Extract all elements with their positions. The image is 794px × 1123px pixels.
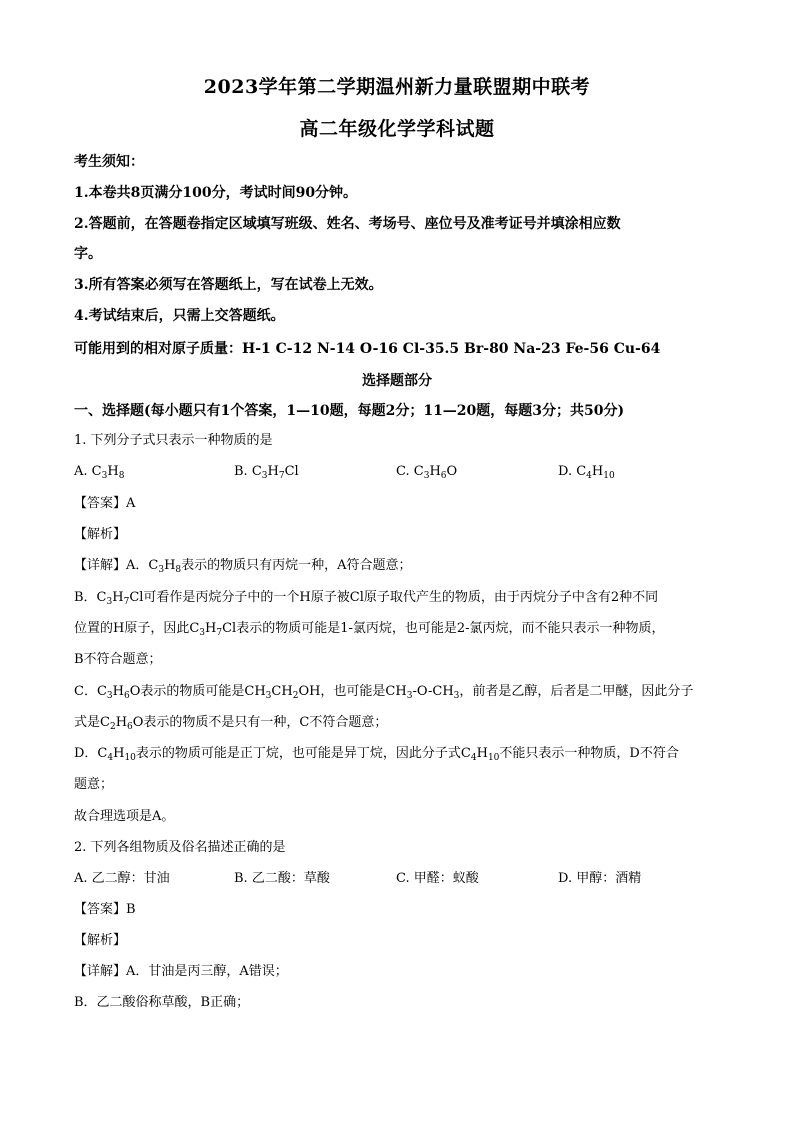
notice-heading: 考生须知： <box>74 154 144 170</box>
exam-title: 2023学年第二学期温州新力量联盟期中联考 <box>203 76 591 98</box>
question-1-stem: 1. 下列分子式只表示一种物质的是 <box>74 433 273 448</box>
notice-item-3: 3.所有答案必须写在答题纸上，写在试卷上无效。 <box>74 277 383 293</box>
question-2-option-b: B. 乙二酸：草酸 <box>234 871 330 886</box>
question-2-detail-a: 【详解】A．甘油是丙三醇，A错误； <box>74 964 288 979</box>
notice-item-2-cont: 字。 <box>74 246 102 262</box>
question-1-detail-a: 【详解】A．$C_3H_8$表示的物质只有丙烷一种，A符合题意； <box>74 558 412 575</box>
atomic-mass-line: 可能用到的相对原子质量：H-1 C-12 N-14 O-16 Cl-35.5 Br-80 Na-23 Fe-56 Cu-64 <box>74 341 661 357</box>
question-1-detail-d-line-2: 题意； <box>74 777 114 792</box>
question-2-option-a: A. 乙二醇：甘油 <box>74 871 170 886</box>
section-heading: 一、选择题(每小题只有1个答案，1—10题，每题2分；11—20题，每题3分；共50分) <box>74 403 625 419</box>
question-2-answer: 【答案】B <box>74 902 136 917</box>
question-2-option-c: C. 甲醛：蚁酸 <box>396 871 479 886</box>
question-1-detail-b-line-3: B不符合题意； <box>74 652 162 667</box>
question-1-detail-c-line-2: 式是$C_2H_6O$表示的物质不是只有一种，C不符合题意； <box>74 715 388 732</box>
notice-item-4: 4.考试结束后，只需上交答题纸。 <box>74 308 285 324</box>
question-1-analysis-label: 【解析】 <box>74 527 127 542</box>
question-2-analysis-label: 【解析】 <box>74 933 127 948</box>
question-1-detail-d-line-1: D．$C_4H_{10}$表示的物质可能是正丁烷，也可能是异丁烷，因此分子式$C_4H_{10}$不能只表示一种物质，D不符合 <box>74 746 679 763</box>
question-1-answer: 【答案】A <box>74 496 136 511</box>
question-1-option-c: C. $C_3H_6O$ <box>396 464 458 481</box>
question-1-detail-b-line-2: 位置的H原子，因此$C_3H_7Cl$表示的物质可能是1-氯丙烷，也可能是2-氯丙烷，而不能只表示一种物质， <box>74 621 665 638</box>
question-1-detail-c-line-1: C．$C_3H_6O$表示的物质可能是$CH_3CH_2OH$，也可能是$CH_3-O-CH_3$，前者是乙醇，后者是二甲醚，因此分子 <box>74 684 694 701</box>
notice-item-1: 1.本卷共8页满分100分，考试时间90分钟。 <box>74 185 358 201</box>
question-2-stem: 2. 下列各组物质及俗名描述正确的是 <box>74 840 286 855</box>
question-2-detail-b: B．乙二酸俗称草酸，B正确； <box>74 995 250 1010</box>
question-1-detail-b-line-1: B．$C_3H_7Cl$可看作是丙烷分子中的一个H原子被Cl原子取代产生的物质，由于丙烷分子中含有2种不同 <box>74 590 659 607</box>
question-1-conclusion: 故合理选项是A。 <box>74 809 175 824</box>
question-1-option-d: D. $C_4H_{10}$ <box>558 464 615 481</box>
section-title: 选择题部分 <box>362 373 432 389</box>
question-2-option-d: D. 甲醇：酒精 <box>558 871 642 886</box>
notice-item-2: 2.答题前，在答题卷指定区域填写班级、姓名、考场号、座位号及准考证号并填涂相应数 <box>74 216 621 232</box>
question-1-option-a: A. $C_3H_8$ <box>74 464 125 481</box>
exam-subtitle: 高二年级化学学科试题 <box>299 118 495 140</box>
question-1-option-b: B. $C_3H_7Cl$ <box>234 464 299 481</box>
